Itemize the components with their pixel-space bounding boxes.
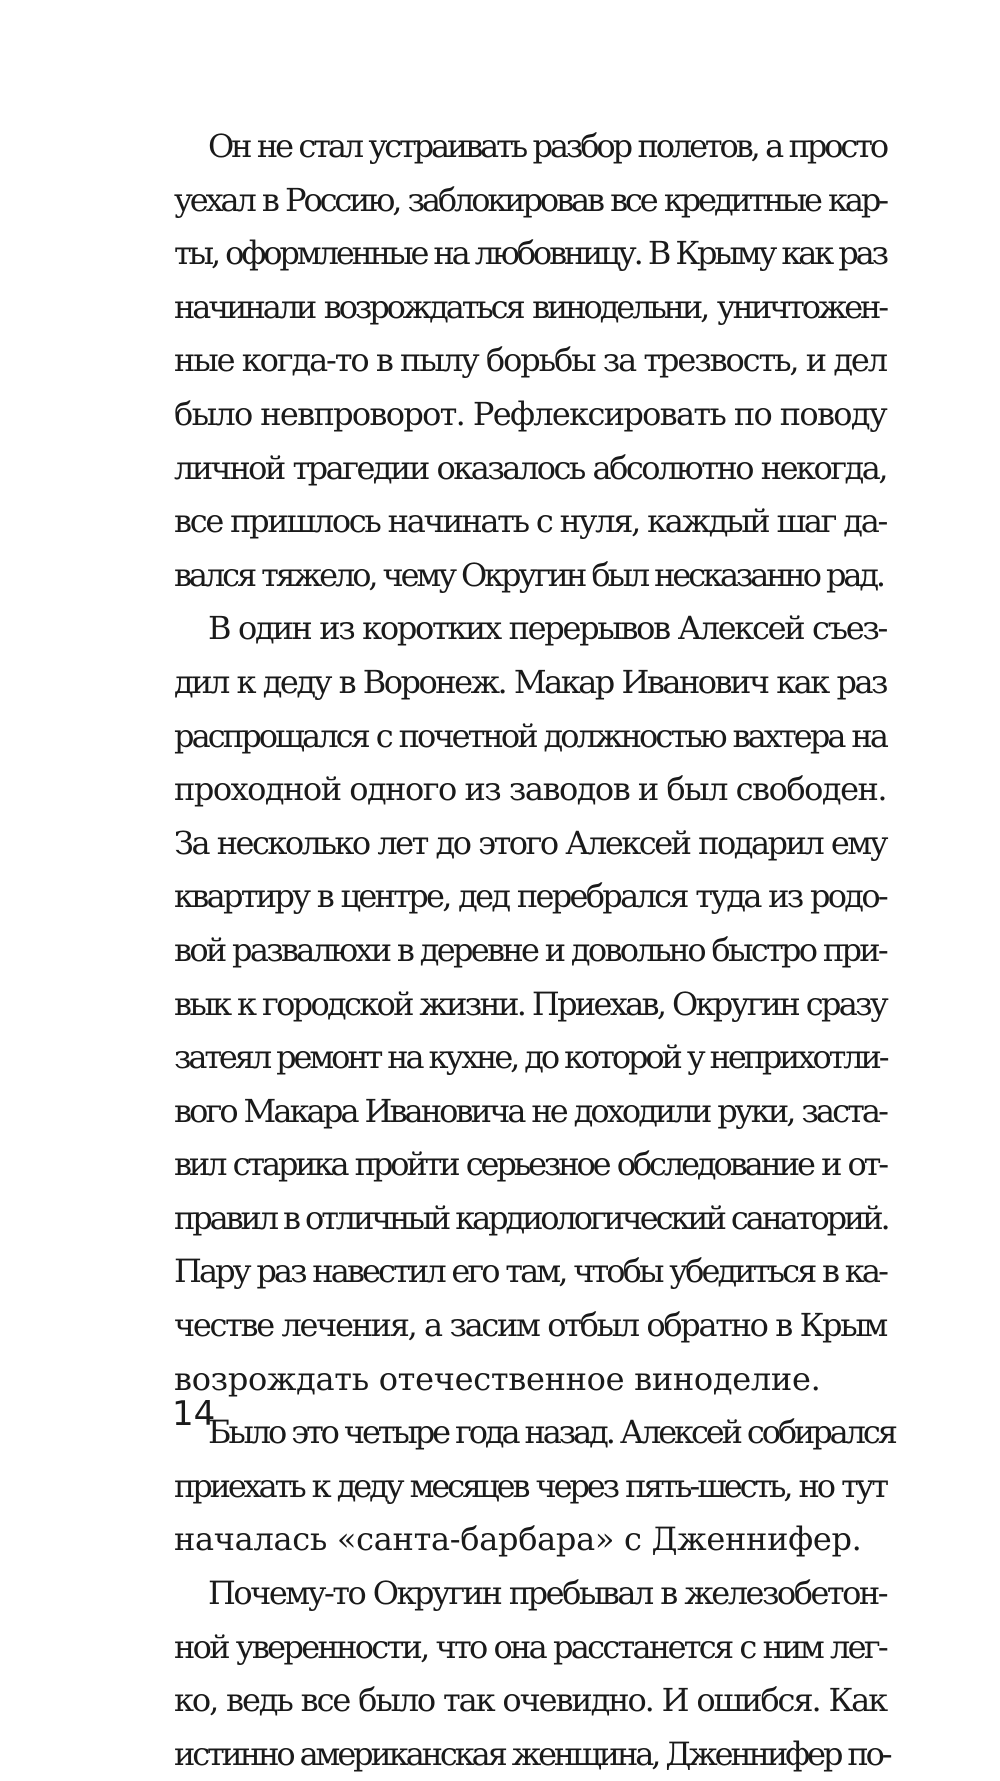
text-line: все пришлось начинать с нуля, каждый шаг да- bbox=[174, 502, 886, 541]
text-line: За несколько лет до этого Алексей подарил ему bbox=[174, 823, 886, 862]
text-line: квартиру в центре, дед перебрался туда из родо- bbox=[174, 877, 886, 916]
text-line: Почему-то Округин пребывал в железобетон- bbox=[208, 1574, 886, 1613]
body-text bbox=[174, 120, 895, 1781]
text-line: вой развалюхи в деревне и довольно быстро при- bbox=[174, 930, 886, 969]
text-line: В один из коротких перерывов Алексей съез- bbox=[208, 609, 886, 648]
text-line: затеял ремонт на кухне, до которой у неприхотли- bbox=[174, 1038, 887, 1077]
text-line: началась «санта-барбара» с Дженнифер. bbox=[174, 1520, 862, 1559]
text-line: ной уверенности, что она расстанется с ним лег- bbox=[174, 1627, 886, 1666]
text-line: честве лечения, а засим отбыл обратно в Крым bbox=[174, 1306, 886, 1345]
page-number: 14 bbox=[172, 1394, 216, 1434]
text-line: личной трагедии оказалось абсолютно некогда, bbox=[174, 448, 886, 487]
text-line: было невпроворот. Рефлексировать по поводу bbox=[174, 394, 886, 433]
text-line: дил к деду в Воронеж. Макар Иванович как раз bbox=[174, 662, 886, 701]
text-line: ные когда-то в пылу борьбы за трезвость, и дел bbox=[174, 341, 886, 380]
text-line: ты, оформленные на любовницу. В Крыму как раз bbox=[174, 234, 886, 273]
text-line: истинно американская женщина, Дженнифер по- bbox=[174, 1734, 890, 1773]
text-line: Пару раз навестил его там, чтобы убедиться в ка- bbox=[174, 1252, 886, 1291]
text-line: начинали возрождаться винодельни, уничтожен- bbox=[174, 287, 886, 326]
text-line: проходной одного из заводов и был свободен. bbox=[174, 770, 886, 809]
text-line: приехать к деду месяцев через пять-шесть, но тут bbox=[174, 1466, 886, 1505]
text-line: вался тяжело, чему Округин был несказанно рад. bbox=[174, 555, 883, 594]
text-line: правил в отличный кардиологический санаторий. bbox=[174, 1198, 888, 1237]
text-line: вого Макара Ивановича не доходили руки, заста- bbox=[174, 1091, 886, 1130]
text-line: Он не стал устраивать разбор полетов, а просто bbox=[208, 127, 886, 165]
text-line: Было это четыре года назад. Алексей собирался bbox=[208, 1413, 895, 1452]
text-line: возрождать отечественное виноделие. bbox=[174, 1359, 821, 1398]
text-line: ко, ведь все было так очевидно. И ошибся. Как bbox=[174, 1681, 886, 1720]
text-line: вык к городской жизни. Приехав, Округин сразу bbox=[174, 984, 886, 1023]
text-line: вил старика пройти серьезное обследование и от- bbox=[174, 1145, 886, 1184]
text-line: распрощался с почетной должностью вахтера на bbox=[174, 716, 886, 755]
text-line: уехал в Россию, заблокировав все кредитные кар- bbox=[174, 180, 886, 219]
